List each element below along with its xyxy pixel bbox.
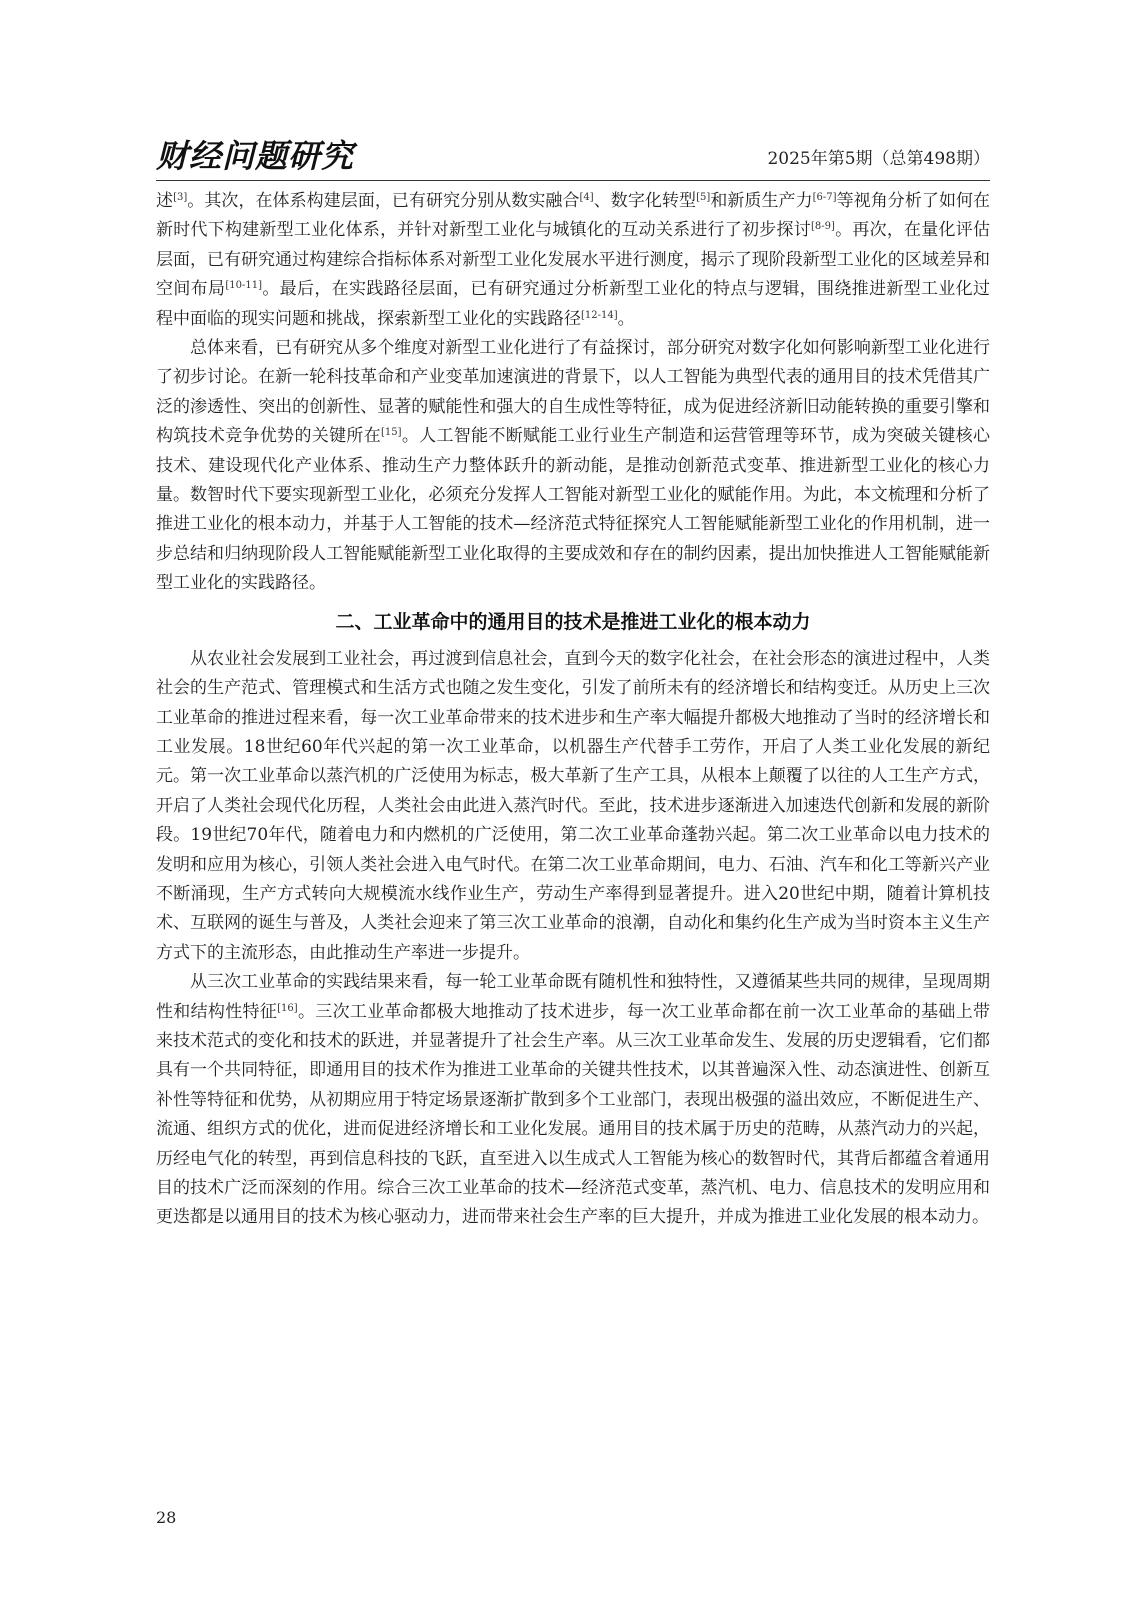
paragraph-gpt-role (156, 968, 990, 1233)
citation-ref[interactable]: [16] (277, 1002, 298, 1014)
issue-info: 2025年第5期（总第498期） (767, 149, 990, 169)
paragraph-text: 。其次，在体系构建层面，已有研究分别从数实融合 (187, 191, 580, 211)
paragraph-text: 总体来看，已有研究从多个维度对新型工业化进行了有益探讨，部分研究对数字化如何影响新型工业化进行了初步讨论。在新一轮科技革命和产业变革加速演进的背景下，以人工智能为典型代表的通用目的技术凭借其广泛的渗透性、突出的创新性、显著的赋能性和强大的自生成性等特征，成为促进经济新旧动能转换的重要引擎和构筑技术竞争优势的关键所在 (156, 338, 990, 447)
paragraph-text: 和新质生产力 (710, 191, 813, 211)
paragraph-text: 。 (617, 308, 635, 329)
journal-logo: 财经问题研究 (156, 137, 355, 175)
section-heading: 二、工业革命中的通用目的技术是推进工业化的根本动力 (335, 610, 811, 633)
paragraph-text: 从农业社会发展到工业社会，再过渡到信息社会，直到今天的数字化社会，在社会形态的演进过程中，人类社会的生产范式、管理模式和生活方式也随之发生变化，引发了前所未有的经济增长和结构变迁。从历史上三次工业革命的推进过程来看，每一次工业革命带来的技术进步和生产率大幅提升都极大地推动了当时的经济增长和工业发展。18世纪60年代兴起的第一次工业革命，以机器生产代替手工劳作，开启了人类工业化发展的新纪元。第一次工业革命以蒸汽机的广泛使用为标志，极大革新了生产工具，从根本上颠覆了以往的人工生产方式，开启了人类社会现代化历程，人类社会由此进入蒸汽时代。至此，技术进步逐渐进入加速迭代创新和发展的新阶段。19世纪70年代，随着电力和内燃机的广泛使用，第二次工业革命蓬勃兴起。第二次工业革命以电力技术的发明和应用为核心，引领人类社会进入电气时代。在第二次工业革命期间，电力、石油、汽车和化工等新兴产业不断涌现，生产方式转向大规模流水线作业生产，劳动生产率得到显著提升。进入20世纪中期，随着计算机技术、互联网的诞生与普及，人类社会迎来了第三次工业革命的浪潮，自动化和集约化生产成为当时资本主义生产方式下的主流形态，由此推动生产率进一步提升。 (156, 648, 990, 963)
citation-ref[interactable]: [5] (696, 192, 711, 203)
citation-ref[interactable]: [15] (381, 427, 402, 439)
paragraph-text: 。人工智能不断赋能工业行业生产制造和运营管理等环节，成为突破关键核心技术、建设现代化产业体系、推动生产力整体跃升的新动能，是推动创新范式变革、推进新型工业化的核心力量。数智时代下要实现新型工业化，必须充分发挥人工智能对新型工业化的赋能作用。为此，本文梳理和分析了推进工业化的根本动力，并基于人工智能的技术—经济范式特征探究人工智能赋能新型工业化的作用机制，进一步总结和归纳现阶段人工智能赋能新型工业化取得的主要成效和存在的制约因素，提出加快推进人工智能赋能新型工业化的实践路径。 (156, 426, 991, 594)
paragraph-summary (156, 334, 990, 599)
article-body (156, 187, 990, 1233)
citation-ref[interactable]: [3] (173, 192, 188, 203)
paragraph-text: 从三次工业革命的实践结果来看，每一轮工业革命既有随机性和独特性，又遵循某些共同的规律，呈现周期性和结构性特征 (156, 972, 990, 1022)
paragraph-text: 。三次工业革命都极大地推动了技术进步，每一次工业革命都在前一次工业革命的基础上带来技术范式的变化和技术的跃进，并显著提升了社会生产率。从三次工业革命发生、发展的历史逻辑看，它们都具有一个共同特征，即通用目的技术作为推进工业革命的关键共性技术，以其普遍深入性、动态演进性、创新互补性等特征和优势，从初期应用于特定场景逐渐扩散到多个工业部门，表现出极强的溢出效应，不断促进生产、流通、组织方式的优化，进而促进经济增长和工业化发展。通用目的技术属于历史的范畴，从蒸汽动力的兴起，历经电气化的转型，再到信息科技的飞跃，直至进入以生成式人工智能为核心的数智时代，其背后都蕴含着通用目的技术广泛而深刻的作用。综合三次工业革命的技术—经济范式变革，蒸汽机、电力、信息技术的发明应用和更迭都是以通用目的技术为核心驱动力，进而带来社会生产率的巨大提升，并成为推进工业化发展的根本动力。 (156, 1001, 990, 1228)
page-header (156, 136, 990, 180)
header-rule (156, 180, 990, 181)
citation-ref[interactable]: [8-9] (810, 221, 835, 233)
paragraph-continuation (156, 187, 990, 334)
paragraph-text: 等视角分析了如何在新时代下构建新型工业化体系，并针对新型工业化与城镇化的互动关系进行了初步探讨 (156, 191, 991, 241)
page-number: 28 (156, 1508, 177, 1527)
paragraph-text: 、数字化转型 (593, 191, 697, 211)
citation-ref[interactable]: [10-11] (225, 280, 262, 292)
citation-ref[interactable]: [6-7] (812, 192, 837, 203)
citation-ref[interactable]: [4] (579, 192, 594, 203)
paragraph-text: 述 (156, 191, 174, 211)
paragraph-text: 。最后，在实践路径层面，已有研究通过分析新型工业化的特点与逻辑，围绕推进新型工业化过程中面临的现实问题和挑战，探索新型工业化的实践路径 (156, 279, 991, 329)
paragraph-text: 。再次，在量化评估层面，已有研究通过构建综合指标体系对新型工业化发展水平进行测度，揭示了现阶段新型工业化的区域差异和空间布局 (156, 220, 990, 300)
paragraph-industrial-history (156, 645, 990, 968)
citation-ref[interactable]: [12-14] (581, 309, 618, 321)
